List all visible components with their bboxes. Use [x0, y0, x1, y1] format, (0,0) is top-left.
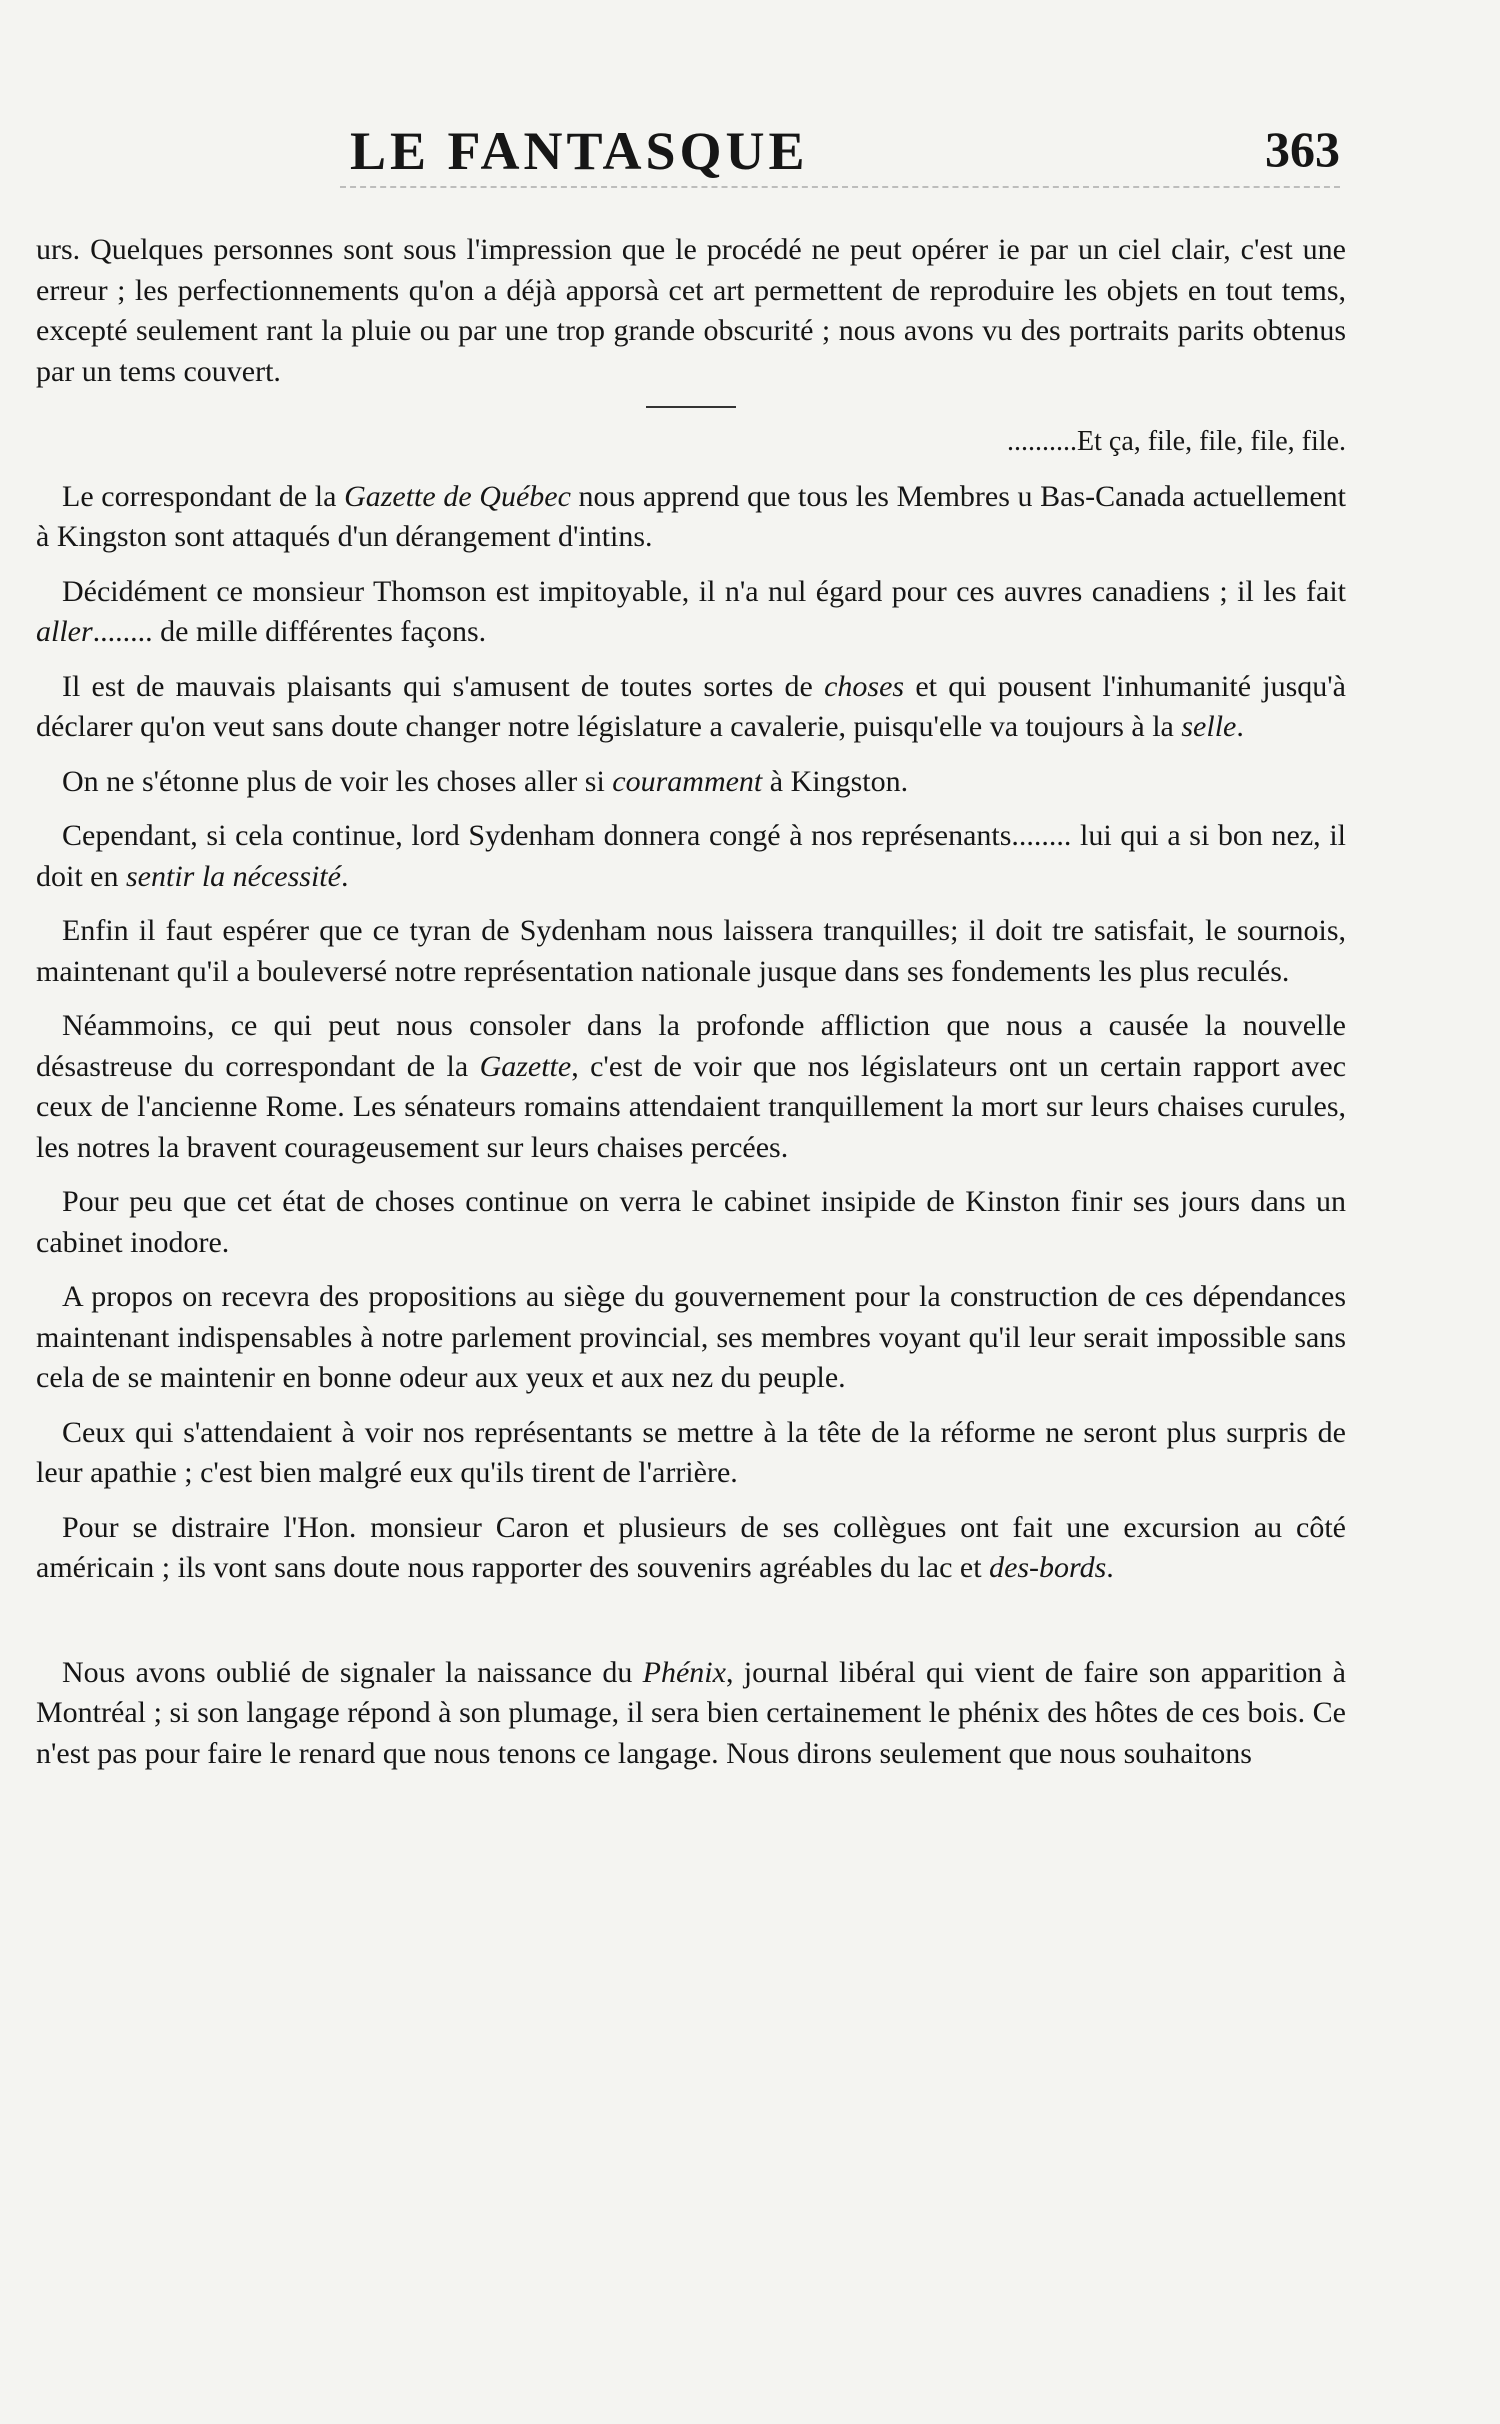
- article-body: [36, 230, 1346, 1788]
- paragraph: Néammoins, ce qui peut nous consoler dans la profonde affliction que nous a causée la nouvelle désastreuse du correspondant de la Gazette, c'est de voir que nos législateurs ont un certain rapport avec ceux de l'ancienne Rome. Les sénateurs romains attendaient tranquillement la mort sur leurs chaises curules, les notres la bravent courageusement sur leurs chaises percées.: [36, 1009, 1347, 1164]
- paragraph-photography: urs. Quelques personnes sont sous l'impression que le procédé ne peut opérer ie par un ciel clair, c'est une erreur ; les perfectionnements qu'on a déjà apporsà cet art permettent de reproduire les objets en tout tems, excepté seulement rant la pluie ou par une trop grande obscurité ; nous avons vu des portraits parits obtenus par un tems couvert.: [36, 233, 1346, 388]
- paragraph: Pour se distraire l'Hon. monsieur Caron et plusieurs de ses collègues ont fait une excursion au côté américain ; ils vont sans doute nous rapporter des souvenirs agréables du lac et des-bords.: [36, 1510, 1346, 1584]
- paragraph: Cependant, si cela continue, lord Sydenham donnera congé à nos représenants........ lui qui a si bon nez, il doit en sentir la nécessité.: [36, 819, 1346, 893]
- paragraph: On ne s'étonne plus de voir les choses aller si couramment à Kingston.: [62, 764, 909, 798]
- section-separator: [646, 406, 736, 408]
- page-number: 363: [1265, 121, 1340, 177]
- paragraph: Le correspondant de la Gazette de Québec nous apprend que tous les Membres u Bas-Canada actuellement à Kingston sont attaqués d'un dérangement d'intins.: [36, 479, 1346, 553]
- paragraph: Enfin il faut espérer que ce tyran de Sydenham nous laissera tranquilles; il doit tre satisfait, le sournois, maintenant qu'il a bouleversé notre représentation nationale jusque dans ses fondements les plus reculés.: [36, 914, 1346, 988]
- paragraph: Décidément ce monsieur Thomson est impitoyable, il n'a nul égard pour ces auvres canadiens ; il les fait aller........ de mille différentes façons.: [36, 574, 1346, 648]
- paragraph-phenix: Nous avons oublié de signaler la naissance du Phénix, journal libéral qui vient de faire son apparition à Montréal ; si son langage répond à son plumage, il sera bien certainement le phénix des hôtes de ces bois. Ce n'est pas pour faire le renard que nous tenons ce langage. Nous dirons seulement que nous souhaitons: [36, 1655, 1346, 1770]
- running-title: LE FANTASQUE: [350, 121, 809, 181]
- refrain-line: ..........Et ça, file, file, file, file.: [1007, 426, 1346, 457]
- paragraph: Pour peu que cet état de choses continue on verra le cabinet insipide de Kinston finir ses jours dans un cabinet inodore.: [36, 1185, 1346, 1259]
- paragraph: A propos on recevra des propositions au siège du gouvernement pour la construction de ces dépendances maintenant indispensables à notre parlement provincial, ses membres voyant qu'il leur serait impossible sans cela de se maintenir en bonne odeur aux yeux et aux nez du peuple.: [36, 1280, 1346, 1394]
- paragraph: Il est de mauvais plaisants qui s'amusent de toutes sortes de choses et qui pousent l'inhumanité jusqu'à déclarer qu'on veut sans doute changer notre législature a cavalerie, puisqu'elle va toujours à la selle.: [36, 669, 1346, 743]
- paragraph: Ceux qui s'attendaient à voir nos représentants se mettre à la tête de la réforme ne seront plus surpris de leur apathie ; c'est bien malgré eux qu'ils tirent de l'arrière.: [36, 1415, 1346, 1489]
- page-header: [340, 120, 1340, 200]
- header-rule: [340, 186, 1340, 188]
